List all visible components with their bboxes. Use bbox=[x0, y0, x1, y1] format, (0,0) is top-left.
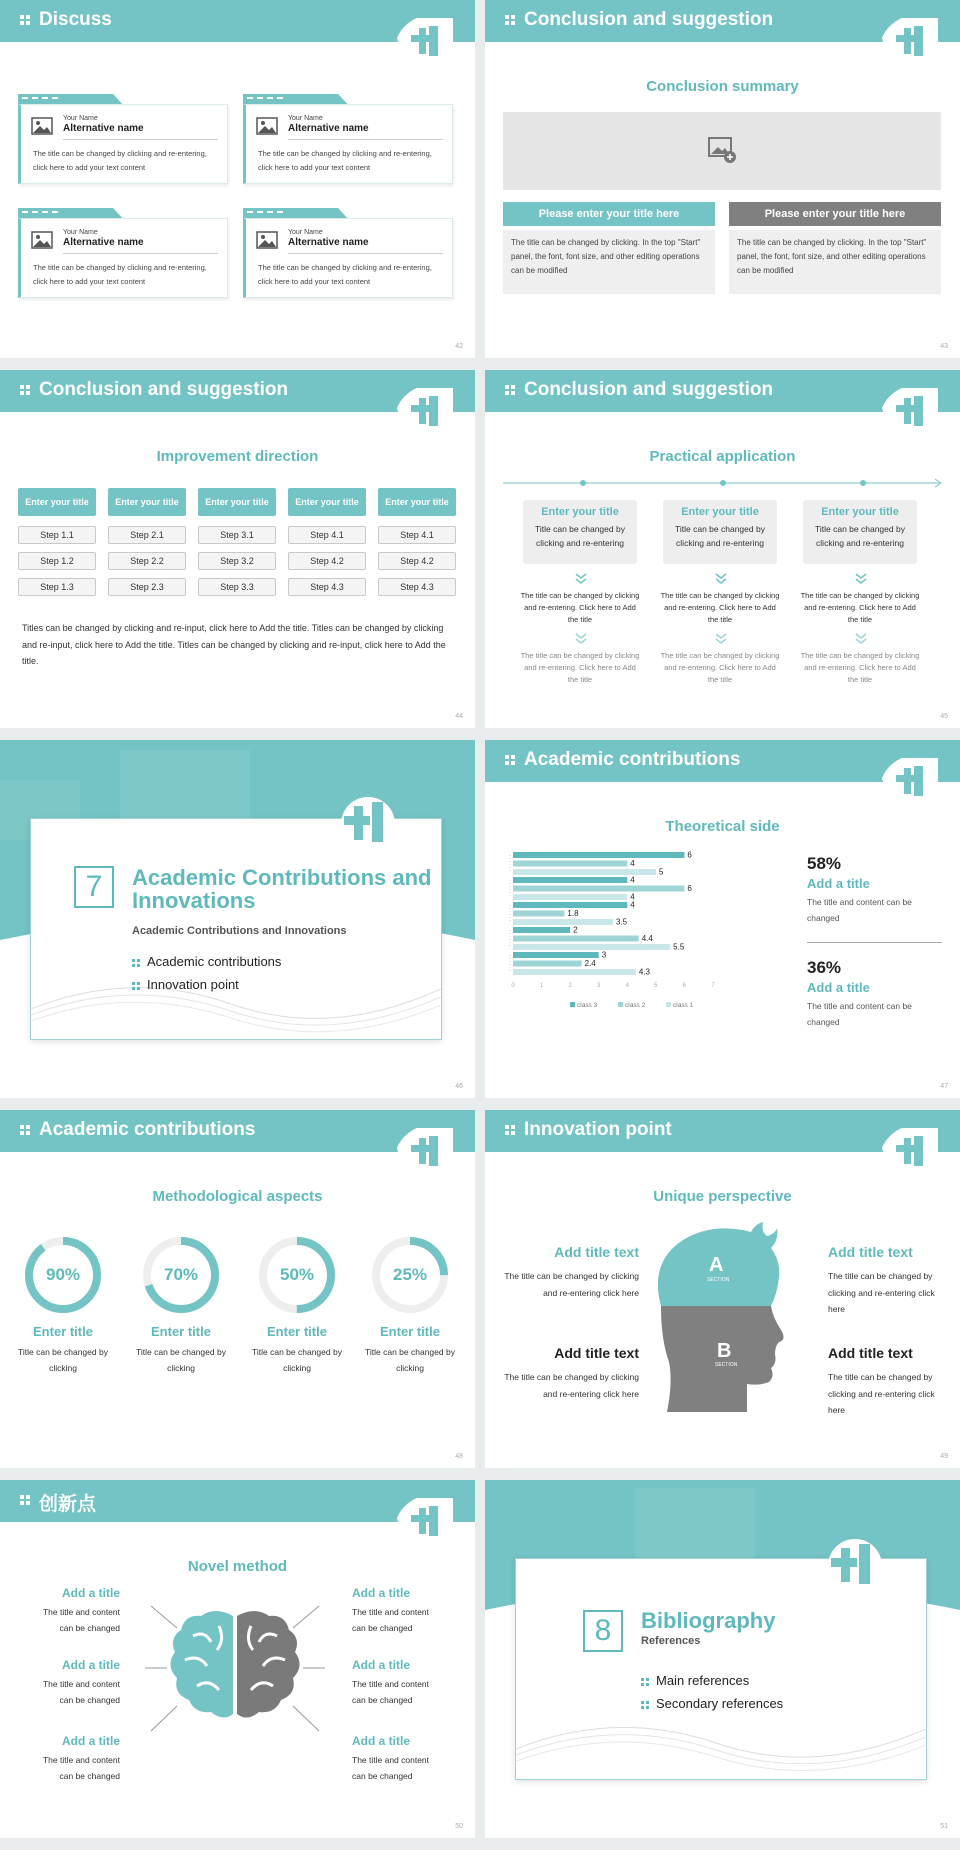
slide-title: Academic contributions bbox=[524, 749, 741, 770]
step-box[interactable]: Step 3.3 bbox=[198, 578, 276, 596]
bar bbox=[513, 919, 613, 925]
card-alt-name: Alternative name bbox=[288, 237, 369, 248]
bar bbox=[513, 936, 639, 942]
block-text: The title can be changed by clicking and re-entering click here bbox=[504, 1271, 639, 1298]
header-dots-icon bbox=[20, 1125, 30, 1135]
brain-icon bbox=[145, 1586, 325, 1756]
step-box[interactable]: Step 4.2 bbox=[288, 552, 366, 570]
slide-title: Innovation point bbox=[524, 1119, 672, 1140]
section-title: Bibliography bbox=[641, 1608, 776, 1633]
logo-icon bbox=[395, 1498, 453, 1544]
stat-value: 36% bbox=[807, 958, 842, 977]
slide-section-7 bbox=[0, 740, 475, 1098]
page-number: 46 bbox=[455, 1083, 463, 1090]
bar-value-label: 4.4 bbox=[641, 934, 653, 943]
x-tick-label: 3 bbox=[597, 983, 601, 989]
item-text: The title and content can be changed bbox=[352, 1755, 430, 1781]
header-dots-icon bbox=[505, 1125, 515, 1135]
section-a-word: SECTION bbox=[707, 1277, 730, 1283]
ring-text: Title can be changed by clicking bbox=[365, 1347, 455, 1373]
stat-text: The title and content can be changed bbox=[807, 1001, 912, 1027]
chevron-down-icon bbox=[853, 632, 869, 646]
ring-heading: Enter title bbox=[267, 1324, 327, 1339]
bar bbox=[513, 952, 599, 958]
slide-subtitle: Improvement direction bbox=[156, 448, 319, 465]
bar bbox=[513, 911, 564, 917]
step-text: The title can be changed by clicking and re-entering. Click here to Add the title bbox=[660, 591, 780, 624]
page-number: 42 bbox=[455, 343, 463, 350]
logo-icon bbox=[395, 18, 453, 64]
header-dots-icon bbox=[505, 755, 515, 765]
chevron-down-icon bbox=[713, 572, 729, 586]
step-box[interactable]: Step 2.2 bbox=[108, 552, 186, 570]
x-tick-label: 6 bbox=[682, 983, 687, 989]
stat-heading: Add a title bbox=[807, 980, 870, 995]
slide-title: Conclusion and suggestion bbox=[524, 379, 774, 400]
block-text: The title can be changed by clicking and re-entering click here bbox=[504, 1372, 639, 1399]
slide-title: Conclusion and suggestion bbox=[39, 379, 289, 400]
card-alt-name: Alternative name bbox=[288, 123, 369, 134]
bar-value-label: 4 bbox=[630, 875, 635, 885]
bullet-icon bbox=[641, 1701, 650, 1710]
bar bbox=[513, 894, 627, 900]
discuss-card[interactable] bbox=[243, 208, 453, 296]
block-heading: Add title text bbox=[554, 1244, 639, 1260]
step-text: The title can be changed by clicking and re-entering. Click here to Add the title bbox=[520, 651, 640, 684]
chevron-down-icon bbox=[853, 572, 869, 586]
ring-label: 70% bbox=[163, 1265, 199, 1284]
step-box[interactable]: Step 4.1 bbox=[378, 526, 456, 544]
step-box[interactable]: Step 3.2 bbox=[198, 552, 276, 570]
chevron-down-icon bbox=[573, 572, 589, 586]
wave-decoration bbox=[516, 1679, 926, 1779]
item-heading: Add a title bbox=[352, 1586, 411, 1600]
section-bullet[interactable]: Main references bbox=[656, 1673, 750, 1688]
x-tick-label: 5 bbox=[654, 983, 658, 989]
ring-heading: Enter title bbox=[380, 1324, 440, 1339]
block-text: The title can be changed by clicking and re-entering click here bbox=[828, 1271, 935, 1314]
block-heading: Add title text bbox=[828, 1345, 913, 1361]
bar-value-label: 3.5 bbox=[616, 917, 628, 927]
header-dots-icon bbox=[20, 15, 30, 25]
item-heading: Add a title bbox=[352, 1734, 411, 1748]
x-tick-label: 7 bbox=[711, 983, 715, 989]
slide-subtitle: Theoretical side bbox=[665, 818, 780, 835]
ring-text: Title can be changed by clicking bbox=[252, 1347, 342, 1373]
stat-text: The title and content can be changed bbox=[807, 897, 912, 923]
block-heading: Add title text bbox=[828, 1244, 913, 1260]
slide-unique-perspective bbox=[485, 1110, 960, 1468]
block-heading: Add title text bbox=[554, 1345, 639, 1361]
step-box[interactable]: Step 3.1 bbox=[198, 526, 276, 544]
block-text: The title can be changed by clicking. In the top "Start" panel, the font, font size, and other editing operations can be modified bbox=[729, 230, 941, 294]
title-bar-teal[interactable]: Please enter your title here bbox=[503, 202, 715, 226]
bar-value-label: 4 bbox=[630, 900, 635, 910]
logo-icon bbox=[880, 18, 938, 64]
divider bbox=[807, 942, 942, 943]
head-profile-icon bbox=[643, 1222, 795, 1412]
card-heading: Enter your title bbox=[541, 506, 619, 518]
section-b-word: SECTION bbox=[715, 1362, 738, 1368]
legend-label: class 1 bbox=[673, 1002, 694, 1009]
slide-conclusion-summary bbox=[485, 0, 960, 358]
stat-value: 58% bbox=[807, 854, 842, 873]
image-icon bbox=[256, 117, 278, 135]
section-b-letter: B bbox=[717, 1340, 732, 1362]
card-text: Title can be changed by clicking and re-entering bbox=[675, 524, 765, 548]
legend-label: class 2 bbox=[625, 1002, 646, 1009]
step-box[interactable]: Step 1.2 bbox=[18, 552, 96, 570]
ring-heading: Enter title bbox=[33, 1324, 93, 1339]
bar-value-label: 5 bbox=[658, 867, 664, 877]
logo-icon bbox=[880, 388, 938, 434]
slide-subtitle: Unique perspective bbox=[653, 1188, 792, 1205]
card-text: The title can be changed by clicking and re-entering, click here to add your text content bbox=[33, 263, 207, 286]
app-card[interactable] bbox=[803, 500, 917, 564]
item-text: The title and content can be changed bbox=[42, 1755, 120, 1781]
chevron-down-icon bbox=[573, 632, 589, 646]
bar-chart bbox=[495, 848, 745, 1018]
item-heading: Add a title bbox=[61, 1658, 120, 1672]
image-icon bbox=[31, 117, 53, 135]
discuss-card[interactable] bbox=[18, 208, 228, 296]
page-number: 48 bbox=[455, 1453, 463, 1460]
card-heading: Enter your title bbox=[821, 506, 899, 518]
step-box[interactable]: Step 4.3 bbox=[378, 578, 456, 596]
page-number: 50 bbox=[455, 1823, 463, 1830]
step-box[interactable]: Step 2.3 bbox=[108, 578, 186, 596]
slide-subtitle: Methodological aspects bbox=[152, 1188, 323, 1205]
image-placeholder[interactable] bbox=[503, 112, 941, 190]
logo-icon bbox=[395, 388, 453, 434]
column-header[interactable]: Enter your title bbox=[288, 488, 366, 516]
logo-icon bbox=[823, 1538, 883, 1594]
legend-swatch bbox=[618, 1002, 623, 1007]
column-header[interactable]: Enter your title bbox=[108, 488, 186, 516]
step-text: The title can be changed by clicking and re-entering. Click here to Add the title bbox=[800, 591, 920, 624]
bar bbox=[513, 969, 636, 975]
block-text: The title can be changed by clicking and re-entering click here bbox=[828, 1372, 935, 1415]
card-your-name: Your Name bbox=[63, 115, 98, 122]
page-number: 51 bbox=[940, 1823, 948, 1830]
bar bbox=[513, 961, 582, 967]
section-a-letter: A bbox=[709, 1254, 724, 1276]
slide-title: Conclusion and suggestion bbox=[524, 9, 774, 30]
chevron-down-icon bbox=[713, 632, 729, 646]
timeline-arrow bbox=[503, 478, 943, 488]
slide-subtitle: Conclusion summary bbox=[646, 78, 799, 95]
logo-icon bbox=[336, 796, 396, 852]
page-number: 43 bbox=[940, 343, 948, 350]
section-number: 8 bbox=[583, 1610, 623, 1652]
slide-discuss bbox=[0, 0, 475, 358]
bullet-icon bbox=[132, 959, 141, 968]
bar-value-label: 4.3 bbox=[638, 967, 650, 977]
slide-novel-method bbox=[0, 1480, 475, 1838]
slide-section-8 bbox=[485, 1480, 960, 1838]
section-subtitle: References bbox=[641, 1635, 701, 1647]
slide-title: 创新点 bbox=[39, 1493, 97, 1515]
logo-icon bbox=[880, 758, 938, 804]
page-number: 49 bbox=[940, 1453, 948, 1460]
step-box[interactable]: Step 1.1 bbox=[18, 526, 96, 544]
item-text: The title and content can be changed bbox=[352, 1679, 430, 1705]
bar-value-label: 1.8 bbox=[567, 909, 579, 918]
block-text: The title can be changed by clicking. In the top "Start" panel, the font, font size, and other editing operations can be modified bbox=[503, 230, 715, 294]
slide-title: Discuss bbox=[39, 9, 112, 30]
x-tick-label: 0 bbox=[511, 983, 515, 989]
logo-icon bbox=[395, 1128, 453, 1174]
header-dots-icon bbox=[505, 385, 515, 395]
step-box[interactable]: Step 4.2 bbox=[378, 552, 456, 570]
ring-label: 90% bbox=[45, 1265, 81, 1284]
column-header[interactable]: Enter your title bbox=[198, 488, 276, 516]
card-heading: Enter your title bbox=[681, 506, 759, 518]
card-alt-name: Alternative name bbox=[63, 123, 144, 134]
item-heading: Add a title bbox=[61, 1586, 120, 1600]
title-bar-grey[interactable]: Please enter your title here bbox=[729, 202, 941, 226]
column-header[interactable]: Enter your title bbox=[18, 488, 96, 516]
section-number: 7 bbox=[74, 866, 114, 908]
step-text: The title can be changed by clicking and re-entering. Click here to Add the title bbox=[800, 651, 920, 684]
item-text: The title and content can be changed bbox=[42, 1607, 120, 1633]
bar-value-label: 5.5 bbox=[673, 942, 685, 952]
ring-text: Title can be changed by clicking bbox=[18, 1347, 108, 1373]
x-tick-label: 2 bbox=[568, 983, 572, 989]
card-text: The title can be changed by clicking and re-entering, click here to add your text content bbox=[33, 149, 207, 172]
bar-value-label: 4 bbox=[630, 859, 635, 868]
bullet-icon bbox=[641, 1678, 650, 1687]
discuss-card[interactable] bbox=[243, 94, 453, 182]
app-card[interactable] bbox=[523, 500, 637, 564]
ring-label: 50% bbox=[279, 1265, 315, 1284]
body-paragraph: Titles can be changed by clicking and re-input, click here to Add the title. Titles can be changed by clicking and re-input, click here to Add the title. Titles can be changed by clicking and re-input, click here to Add the title. bbox=[22, 623, 446, 666]
item-text: The title and content can be changed bbox=[352, 1607, 430, 1633]
bar-value-label: 2.4 bbox=[584, 959, 596, 968]
logo-icon bbox=[880, 1128, 938, 1174]
item-heading: Add a title bbox=[61, 1734, 120, 1748]
item-heading: Add a title bbox=[352, 1658, 411, 1672]
discuss-card[interactable] bbox=[18, 94, 228, 182]
card-your-name: Your Name bbox=[288, 115, 323, 122]
app-card[interactable] bbox=[663, 500, 777, 564]
card-text: Title can be changed by clicking and re-entering bbox=[535, 524, 625, 548]
image-icon bbox=[256, 231, 278, 249]
x-tick-label: 4 bbox=[625, 983, 629, 989]
section-bullet[interactable]: Innovation point bbox=[147, 977, 239, 992]
card-text: Title can be changed by clicking and re-entering bbox=[815, 524, 905, 548]
header-dots-icon bbox=[505, 15, 515, 25]
card-your-name: Your Name bbox=[288, 229, 323, 236]
bar-value-label: 3 bbox=[601, 950, 607, 960]
bar bbox=[513, 944, 670, 950]
page-number: 44 bbox=[455, 713, 463, 720]
section-bullet[interactable]: Secondary references bbox=[656, 1696, 784, 1711]
stat-heading: Add a title bbox=[807, 876, 870, 891]
page-number: 47 bbox=[940, 1083, 948, 1090]
slide-subtitle: Novel method bbox=[187, 1558, 288, 1575]
slide-practical-application bbox=[485, 370, 960, 728]
ring-label: 25% bbox=[392, 1265, 428, 1284]
slide-methodological-aspects bbox=[0, 1110, 475, 1468]
ring-text: Title can be changed by clicking bbox=[136, 1347, 226, 1373]
section-bullet[interactable]: Academic contributions bbox=[147, 954, 282, 969]
bar bbox=[513, 927, 570, 933]
bar-value-label: 6 bbox=[687, 850, 692, 860]
step-text: The title can be changed by clicking and re-entering. Click here to Add the title bbox=[520, 591, 640, 624]
card-your-name: Your Name bbox=[63, 229, 98, 236]
bar-value-label: 2 bbox=[573, 925, 578, 935]
step-box[interactable]: Step 4.3 bbox=[288, 578, 366, 596]
slide-subtitle: Practical application bbox=[649, 448, 796, 465]
header-dots-icon bbox=[20, 385, 30, 395]
ring-heading: Enter title bbox=[151, 1324, 211, 1339]
step-text: The title can be changed by clicking and re-entering. Click here to Add the title bbox=[660, 651, 780, 684]
x-tick-label: 1 bbox=[539, 983, 544, 989]
header-dots-icon bbox=[20, 1495, 30, 1505]
bar bbox=[513, 886, 684, 892]
card-alt-name: Alternative name bbox=[63, 237, 144, 248]
image-icon bbox=[31, 231, 53, 249]
add-image-icon bbox=[708, 137, 738, 165]
legend-swatch bbox=[666, 1002, 671, 1007]
bar bbox=[513, 877, 627, 883]
item-text: The title and content can be changed bbox=[42, 1679, 120, 1705]
bar bbox=[513, 869, 656, 875]
bar-value-label: 6 bbox=[687, 884, 692, 893]
step-box[interactable]: Step 2.1 bbox=[108, 526, 186, 544]
section-subtitle: Academic Contributions and Innovations bbox=[132, 925, 347, 937]
bar bbox=[513, 852, 684, 858]
card-text: The title can be changed by clicking and re-entering, click here to add your text content bbox=[258, 263, 432, 286]
slide-theoretical-side bbox=[485, 740, 960, 1098]
section-title: Academic Contributions and Innovations bbox=[132, 865, 432, 913]
card-text: The title can be changed by clicking and re-entering, click here to add your text content bbox=[258, 149, 432, 172]
bullet-icon bbox=[132, 982, 141, 991]
slide-improvement-direction bbox=[0, 370, 475, 728]
page-number: 45 bbox=[940, 713, 948, 720]
legend-label: class 3 bbox=[577, 1002, 598, 1009]
slide-title: Academic contributions bbox=[39, 1119, 256, 1140]
column-header[interactable]: Enter your title bbox=[378, 488, 456, 516]
bar-value-label: 4 bbox=[630, 892, 635, 902]
step-box[interactable]: Step 1.3 bbox=[18, 578, 96, 596]
legend-swatch bbox=[570, 1002, 575, 1007]
step-box[interactable]: Step 4.1 bbox=[288, 526, 366, 544]
bar bbox=[513, 902, 627, 908]
bar bbox=[513, 861, 627, 867]
